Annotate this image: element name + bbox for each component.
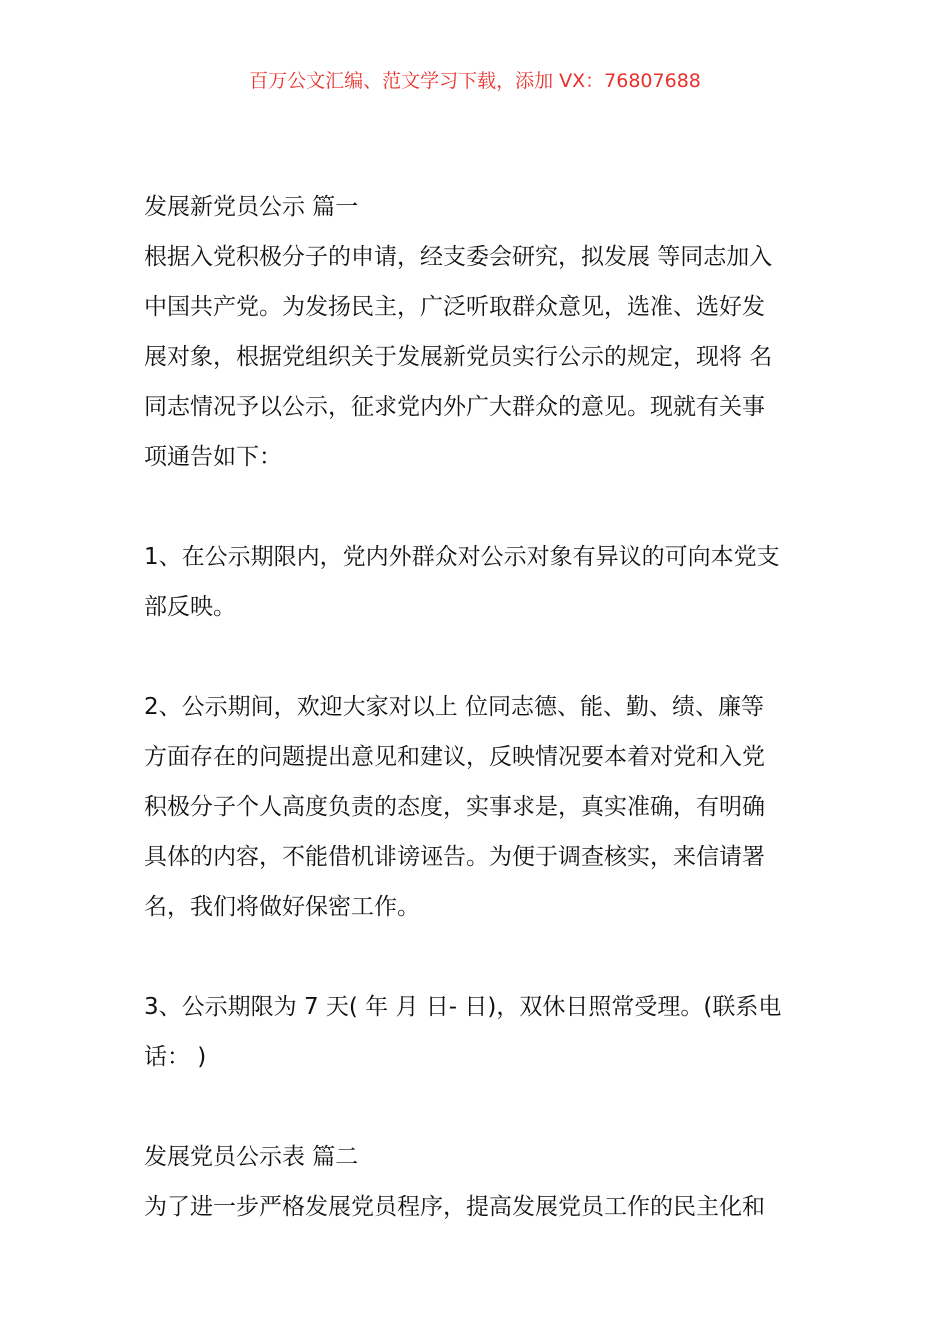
section-title: 发展新党员公示 篇一 [144,194,359,220]
paragraph-line: 同志情况予以公示，征求党内外广大群众的意见。现就有关事 [144,394,765,420]
list-item-line: 3、公示期限为 7 天( 年 月 日- 日)，双休日照常受理。(联系电 [144,994,782,1020]
list-item-line: 方面存在的问题提出意见和建议，反映情况要本着对党和入党 [144,744,765,770]
list-item-line: 话： ) [144,1044,207,1070]
paragraph-line: 中国共产党。为发扬民主，广泛听取群众意见，选准、选好发 [144,294,765,320]
list-item-line: 积极分子个人高度负责的态度，实事求是，真实准确，有明确 [144,794,765,820]
list-item-line: 2、公示期间，欢迎大家对以上 位同志德、能、勤、绩、廉等 [144,694,764,720]
paragraph-spacer [144,632,808,682]
section-title: 发展党员公示表 篇二 [144,1144,359,1170]
paragraph-line: 展对象，根据党组织关于发展新党员实行公示的规定，现将 名 [144,344,773,370]
list-item-line: 部反映。 [144,594,236,620]
list-item-line: 名，我们将做好保密工作。 [144,894,420,920]
list-item-line: 具体的内容，不能借机诽谤诬告。为便于调查核实，来信请署 [144,844,765,870]
paragraph-line: 项通告如下： [144,444,282,470]
paragraph-line: 为了进一步严格发展党员程序，提高发展党员工作的民主化和 [144,1194,765,1220]
header-watermark-text: 百万公文汇编、范文学习下载，添加 VX：76807688 [249,70,701,92]
paragraph-spacer [144,1082,808,1132]
document-body [144,182,808,1232]
paragraph-line: 根据入党积极分子的申请，经支委会研究，拟发展 等同志加入 [144,244,773,270]
list-item-line: 1、在公示期限内，党内外群众对公示对象有异议的可向本党支 [144,544,780,570]
paragraph-spacer [144,482,808,532]
paragraph-spacer [144,932,808,982]
